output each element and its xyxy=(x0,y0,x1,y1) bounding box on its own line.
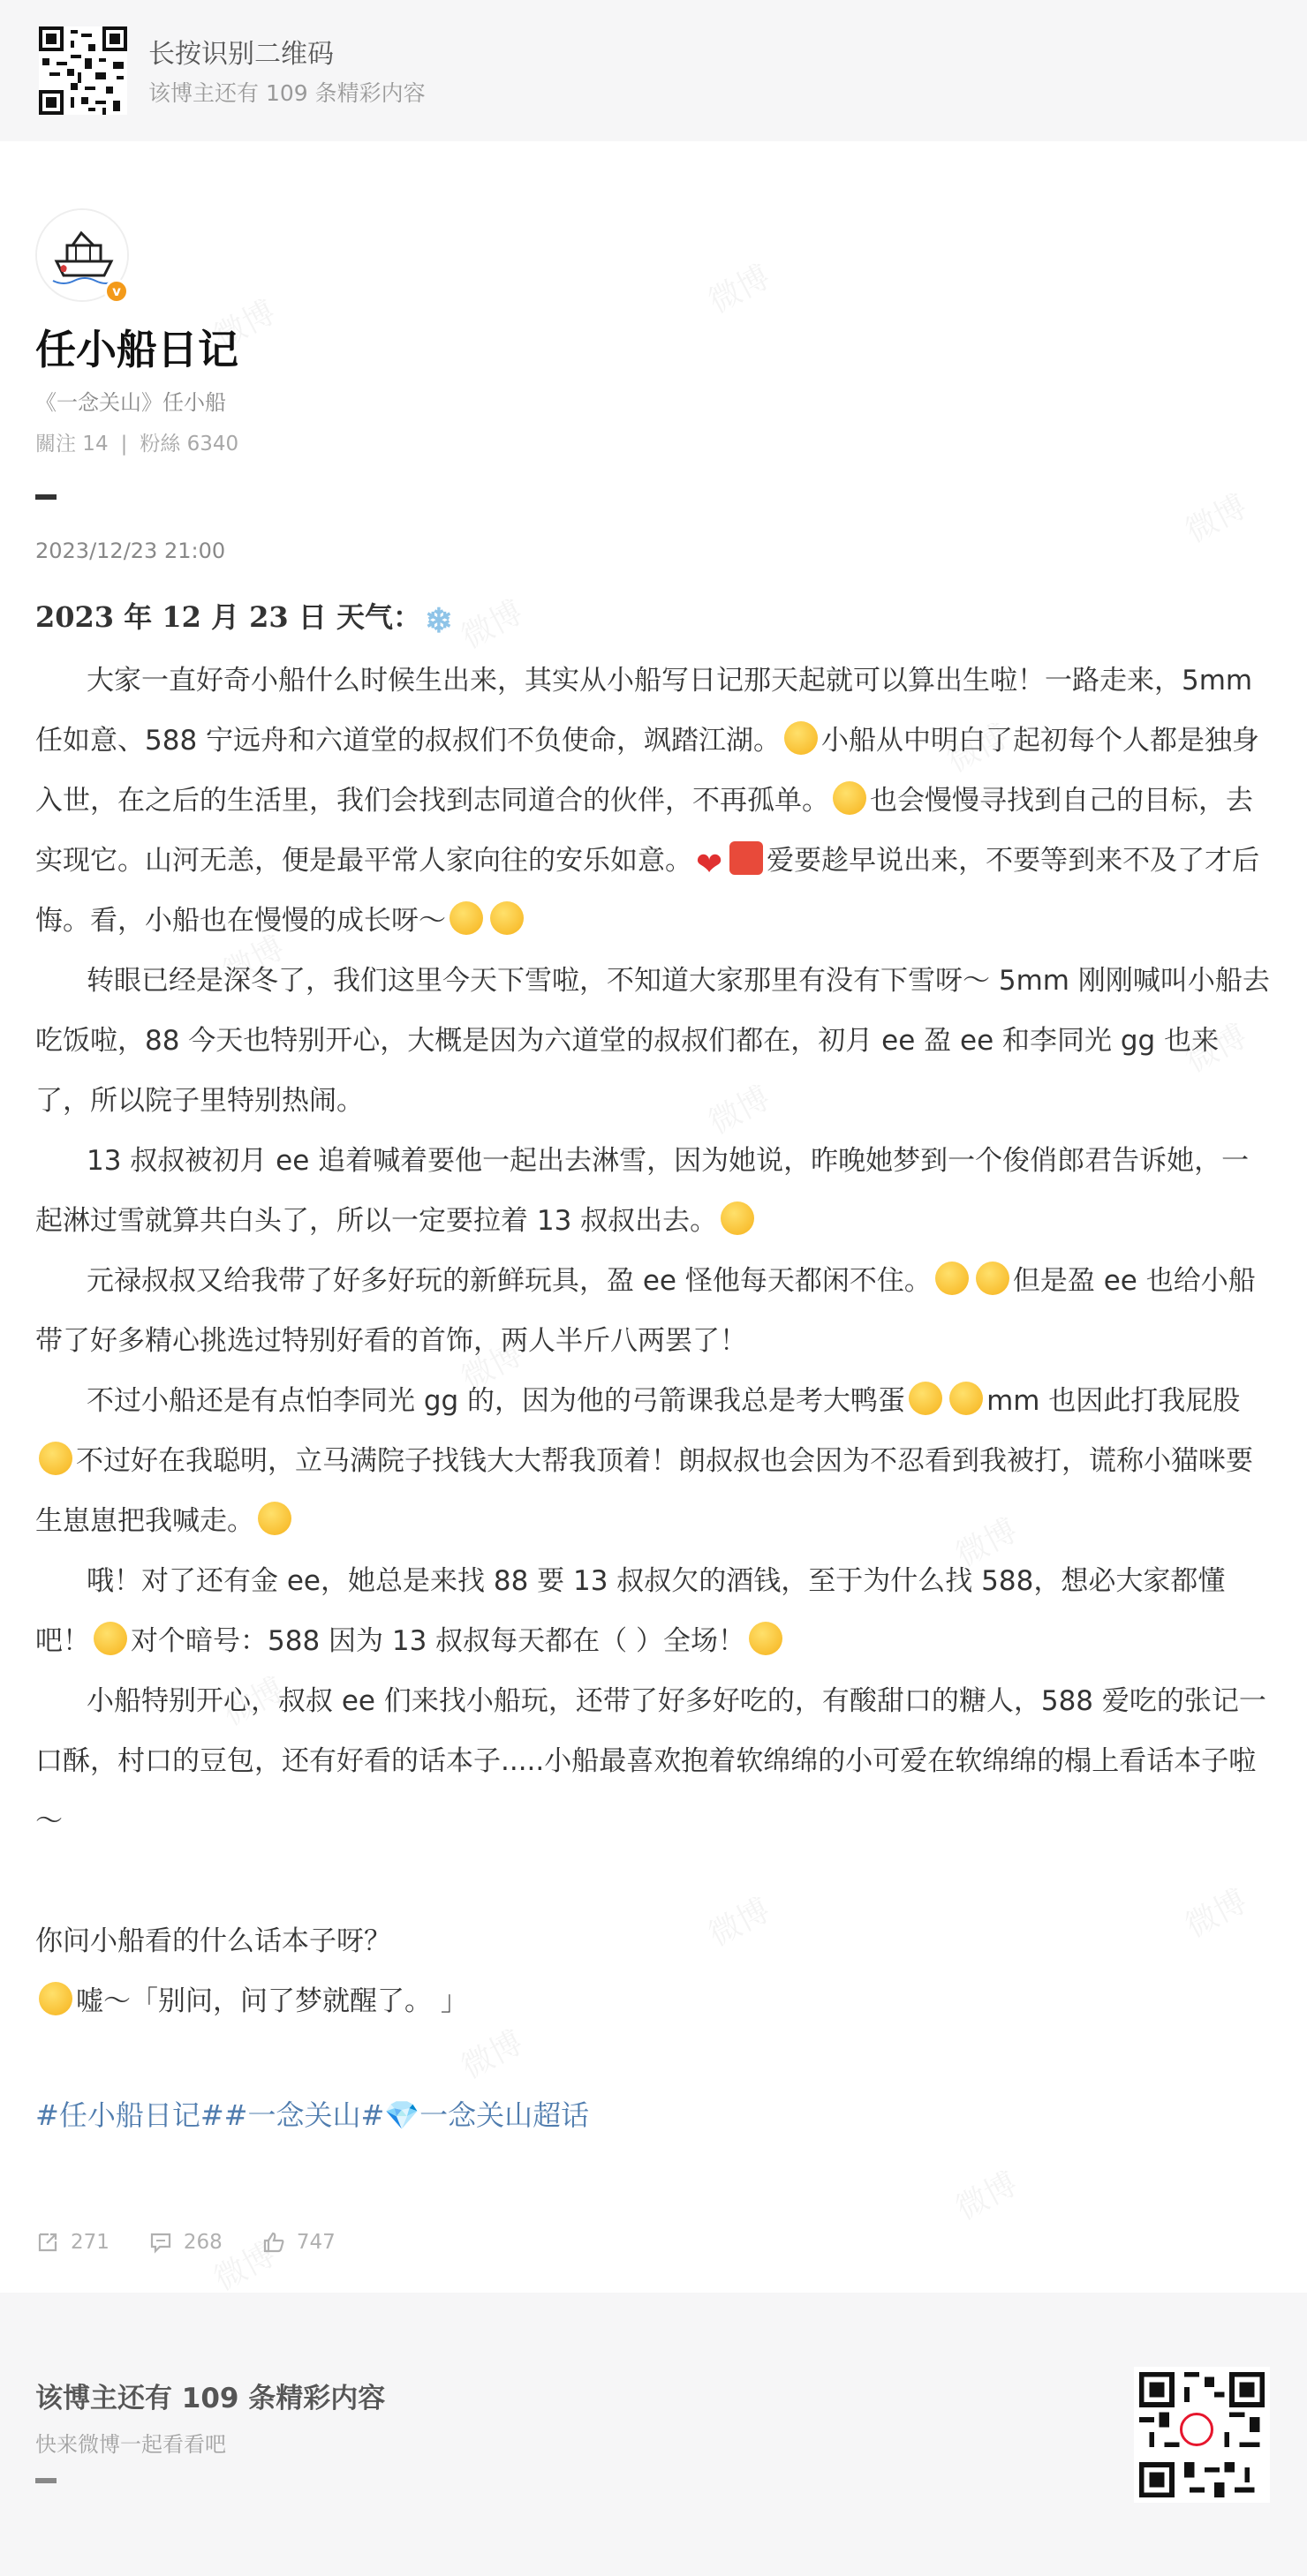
post-paragraph: 你问小船看的什么话本子呀？ xyxy=(35,1925,391,1957)
top-banner xyxy=(0,0,1307,141)
action-bar xyxy=(35,2225,374,2260)
comment-count: 268 xyxy=(183,2231,223,2254)
comment-button[interactable] xyxy=(148,2230,223,2255)
emoji-face-icon xyxy=(749,1622,782,1655)
post-paragraph: 大家一直好奇小船什么时候生出来，其实从小船写日记那天起就可以算出生啦！一路走来，5mm 任如意、588 宁远舟和六道堂的叔叔们不负使命，飒踏江湖。 小船从中明白了起初每个人都是独身入世，在之后的生活里，我们会找到志同道合的伙伴，不再孤单。 也会慢慢寻找到自己的目标，去实现它。山河无恙，便是最平常人家向往的安乐如意。 ❤ 爱要趁早说出来，不要等到来不及了才后悔。看，小船也在慢慢的成长呀～ xyxy=(35,665,1260,937)
repost-icon xyxy=(35,2230,60,2255)
post-content xyxy=(35,587,1272,2031)
profile-stats xyxy=(35,427,238,456)
bottom-banner xyxy=(0,2293,1307,2576)
post-paragraph: 13 叔叔被初月 ee 追着喊着要他一起出去淋雪，因为她说，昨晚她梦到一个俊俏郎君告诉她，一起淋过雪就算共白头了，所以一定要拉着 13 叔叔出去。 xyxy=(35,1145,1250,1237)
watermark xyxy=(699,252,777,322)
weibo-qr-code[interactable] xyxy=(1134,2367,1270,2503)
emoji-face-icon xyxy=(935,1262,969,1295)
watermark xyxy=(947,2159,1024,2229)
profile-bio: 《一念关山》任小船 xyxy=(35,390,226,415)
bottom-banner-title: 该博主还有 109 条精彩内容 xyxy=(35,2383,386,2414)
post-paragraph: 不过小船还是有点怕李同光 gg 的，因为他的弓箭课我总是考大鸭蛋 mm 也因此打我屁股不过好在我聪明，立马满院子找钱大大帮我顶着！朗叔叔也会因为不忍看到我被打，谎称小猫咪要生崽崽把我喊走。 xyxy=(35,1371,1272,1551)
post-paragraph: 元禄叔叔又给我带了好多好玩的新鲜玩具，盈 ee 怪他每天都闲不住。 但是盈 ee 也给小船带了好多精心挑选过特别好看的首饰，两人半斤八两罢了！ xyxy=(35,1251,1272,1371)
like-button[interactable] xyxy=(261,2230,336,2255)
emoji-face-icon xyxy=(450,901,483,935)
emoji-face-icon xyxy=(784,721,818,755)
spacer xyxy=(35,1851,1272,1911)
thumbs-up-icon xyxy=(261,2230,286,2255)
snowflake-icon: ❄ xyxy=(424,600,453,640)
top-banner-title: 长按识别二维码 xyxy=(148,39,334,70)
profile-name[interactable]: 任小船日记 xyxy=(35,326,238,373)
top-banner-subtitle: 该博主还有 109 条精彩内容 xyxy=(148,80,426,106)
post-paragraph: 嘘～「别问，问了梦就醒了。 」 xyxy=(35,1971,1272,2031)
post-paragraph: 小船特别开心，叔叔 ee 们来找小船玩，还带了好多好吃的，有酸甜口的糖人，588 爱吃的张记一口酥，村口的豆包，还有好看的话本子.....小船最喜欢抱着软绵绵的小可爱在软绵绵的榻上看话本子啦～ xyxy=(35,1685,1266,1837)
emoji-face-icon xyxy=(949,1382,983,1415)
emoji-face-icon xyxy=(833,781,866,815)
watermark xyxy=(1176,482,1254,552)
emoji-shush-icon xyxy=(39,1982,72,2015)
repost-count: 271 xyxy=(71,2231,110,2254)
post-date: 2023/12/23 21:00 xyxy=(35,539,226,563)
post-paragraph: 哦！对了还有金 ee，她总是来找 88 要 13 叔叔欠的酒钱，至于为什么找 588，想必大家都懂吧！ 对个暗号：588 因为 13 叔叔每天都在（ ）全场！ xyxy=(35,1565,1226,1657)
emoji-face-icon xyxy=(490,901,524,935)
emoji-face-icon xyxy=(258,1502,291,1535)
emoji-face-icon xyxy=(721,1201,754,1235)
emoji-face-icon xyxy=(976,1262,1009,1295)
followers-count[interactable]: 粉絲 6340 xyxy=(140,433,239,456)
emoji-face-icon xyxy=(94,1622,127,1655)
repost-button[interactable] xyxy=(35,2230,110,2255)
heart-icon: ❤ xyxy=(696,847,723,883)
emoji-face-icon xyxy=(909,1382,942,1415)
emoji-face-icon xyxy=(39,1442,72,1475)
stats-separator: | xyxy=(120,433,128,456)
hashtags[interactable]: #任小船日记##一念关山#💎一念关山超话 xyxy=(35,2098,590,2132)
verified-badge-icon: v xyxy=(104,279,129,304)
qr-code-icon[interactable] xyxy=(39,26,127,115)
post-heading: 2023 年 12 月 23 日 天气： ❄ xyxy=(35,587,1272,651)
comment-icon xyxy=(148,2230,173,2255)
divider xyxy=(35,494,57,500)
post-paragraph: 转眼已经是深冬了，我们这里今天下雪啦，不知道大家那里有没有下雪呀～ 5mm 刚刚喊叫小船去吃饭啦，88 今天也特别开心，大概是因为六道堂的叔叔们都在，初月 ee 盈 ee 和李同光 gg 也来了，所以院子里特别热闹。 xyxy=(35,965,1270,1117)
following-count[interactable]: 關注 14 xyxy=(35,433,109,456)
like-count: 747 xyxy=(296,2231,336,2254)
bottom-banner-subtitle: 快来微博一起看看吧 xyxy=(35,2432,226,2457)
divider xyxy=(35,2478,57,2483)
weibo-logo-icon xyxy=(1180,2413,1213,2446)
emoji-fortune-icon xyxy=(729,841,763,875)
